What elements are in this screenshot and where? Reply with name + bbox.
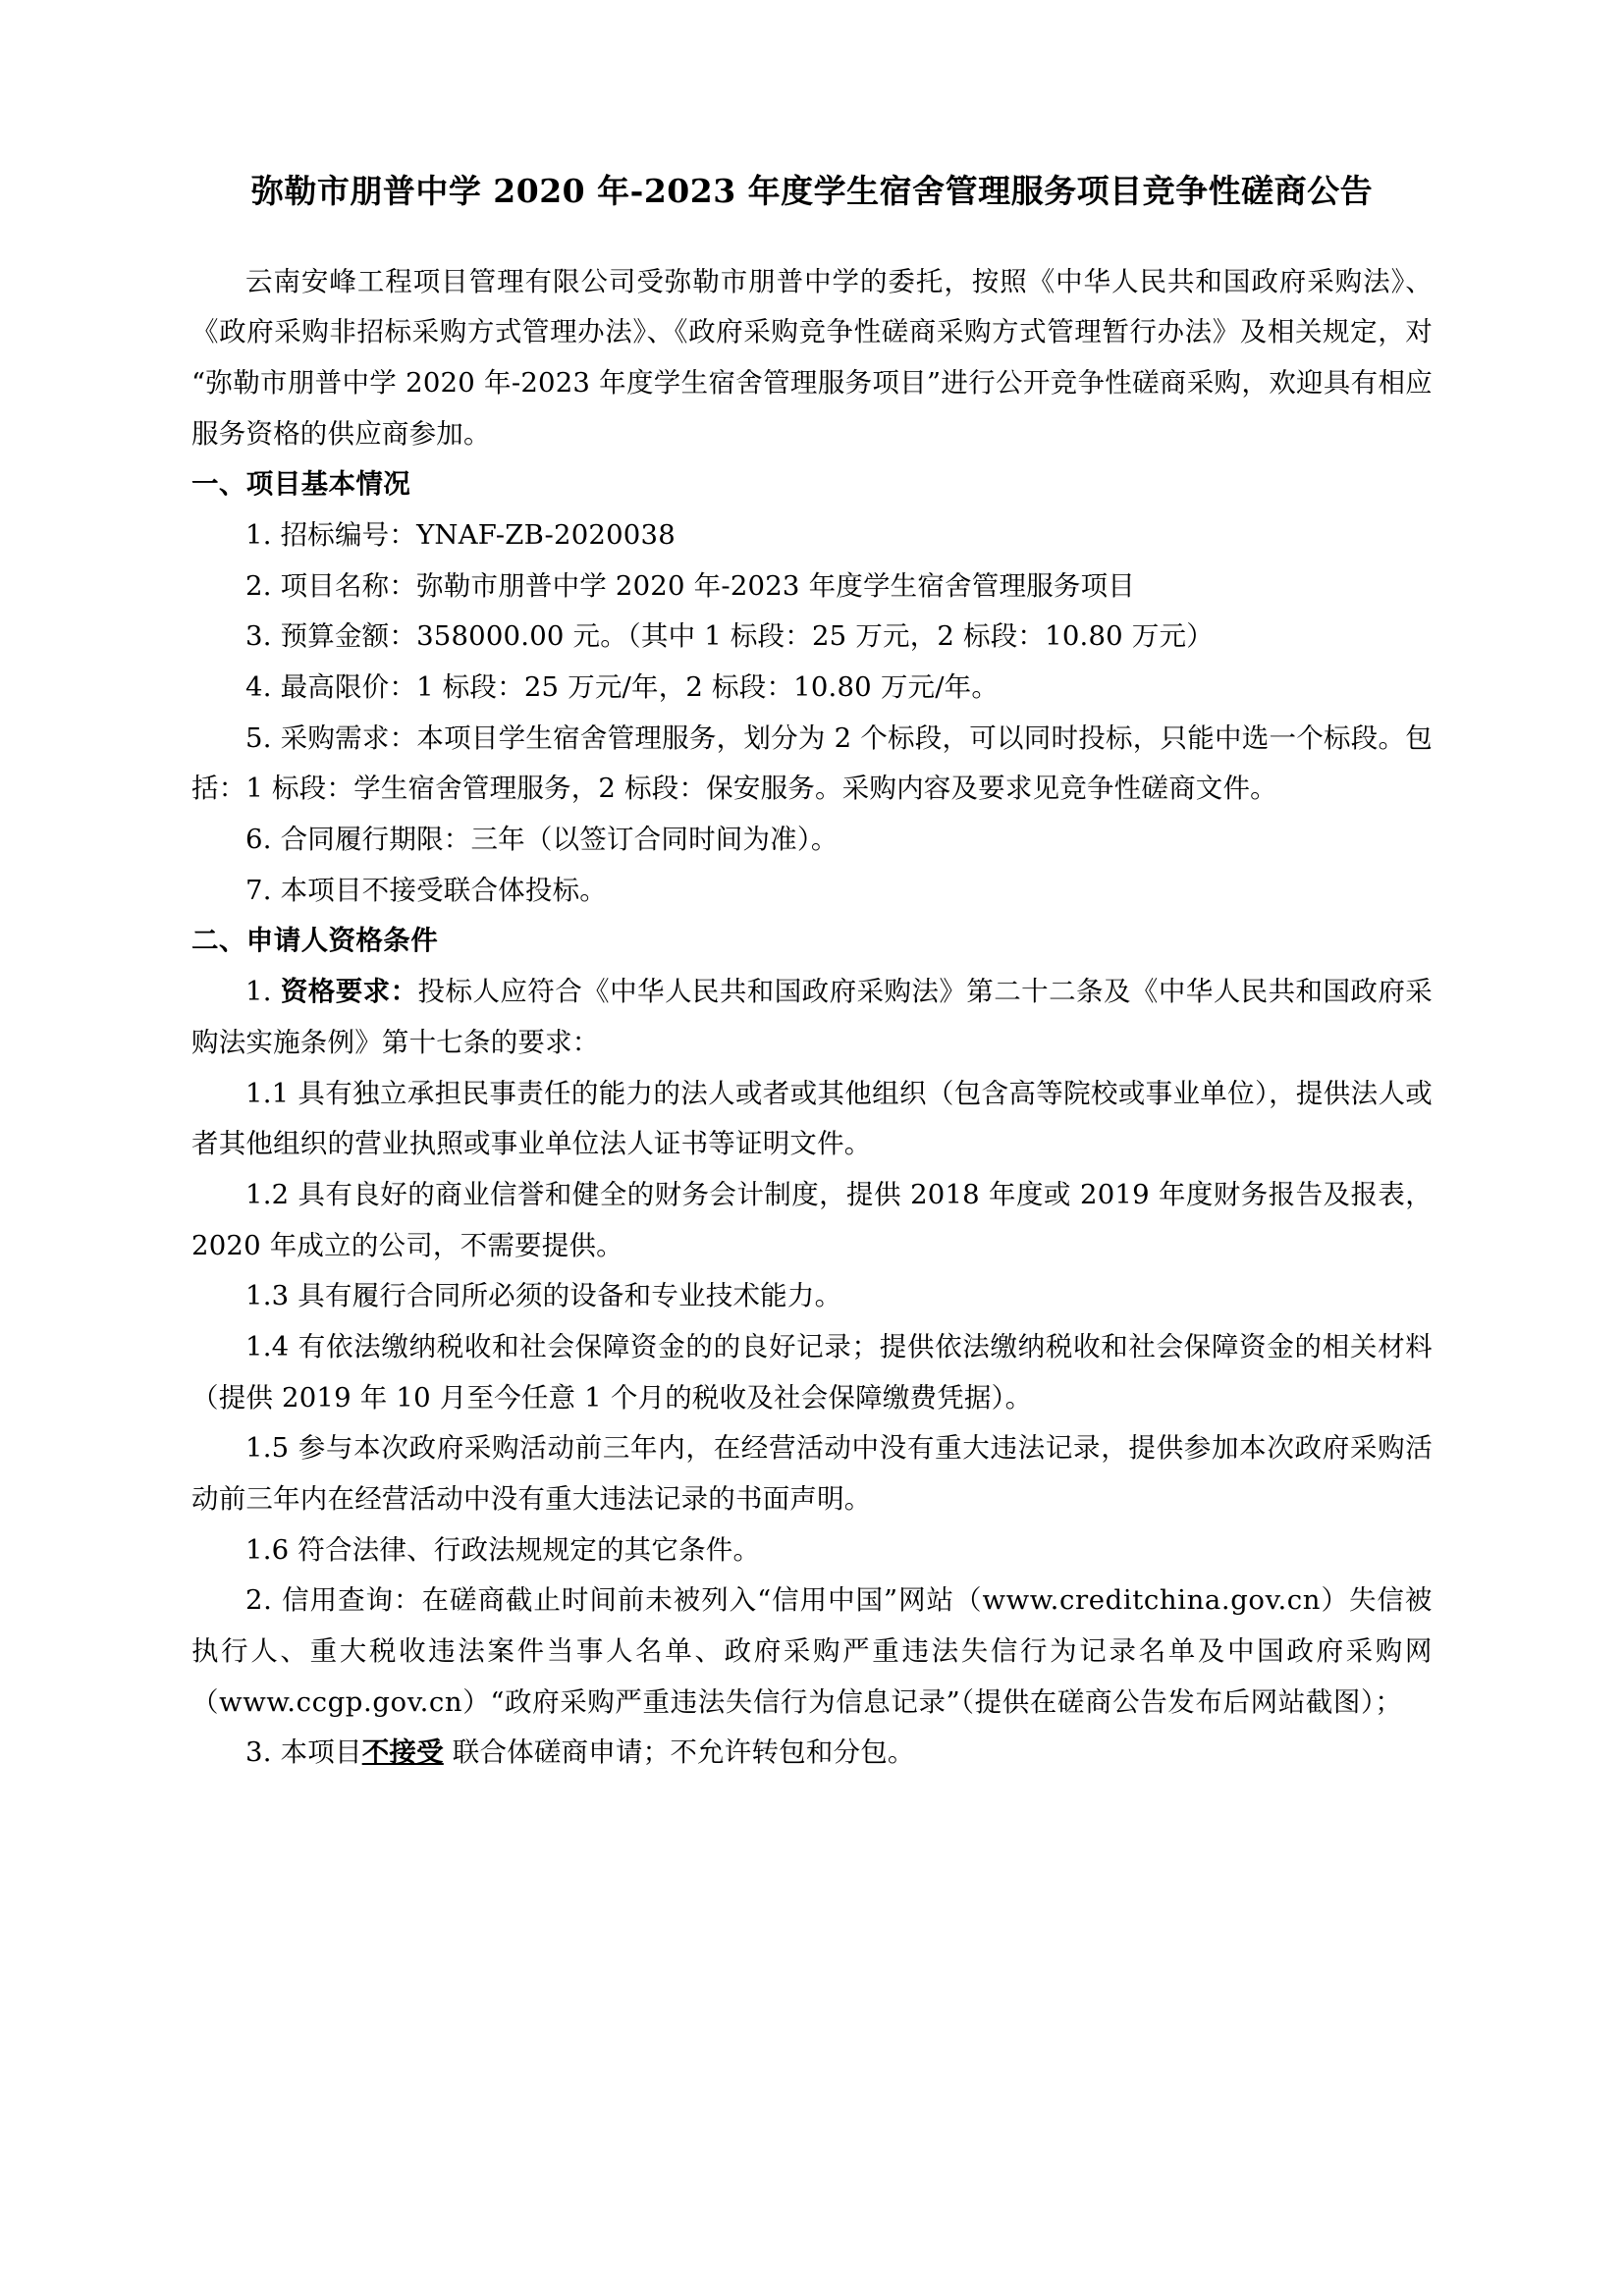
list-item: 6. 合同履行期限：三年（以签订合同时间为准）。 [245,824,839,856]
section-heading-1: 一、项目基本情况 [191,468,411,501]
list-item: 3. 预算金额：358000.00 元。（其中 1 标段：25 万元，2 标段：10.80 万元） [245,620,1214,653]
list-item: 5. 采购需求：本项目学生宿舍管理服务，划分为 2 个标段，可以同时投标，只能中选一个标段。包括：1 标段：学生宿舍管理服务，2 标段：保安服务。采购内容及要求见竞争性磋商文件。 [191,721,1433,805]
list-item: 1.4 有依法缴纳税收和社会保障资金的的良好记录；提供依法缴纳税收和社会保障资金的相关材料（提供 2019 年 10 月至今任意 1 个月的税收及社会保障缴费凭据）。 [191,1330,1433,1414]
list-item: 1. 招标编号：YNAF-ZB-2020038 [245,518,676,551]
list-item: 7. 本项目不接受联合体投标。 [245,874,607,906]
item-text-underlined: 不接受 [361,1736,444,1769]
item-emphasis: 资格要求： [280,976,418,1008]
list-item: 1.2 具有良好的商业信誉和健全的财务会计制度，提供 2018 年度或 2019 年度财务报告及报表，2020 年成立的公司，不需要提供。 [191,1178,1433,1261]
list-item-final [191,1728,1433,1779]
item-prefix: 1. [245,976,281,1008]
list-item: 2. 项目名称：弥勒市朋普中学 2020 年-2023 年度学生宿舍管理服务项目 [245,569,1135,602]
list-item [191,967,1433,1068]
item-text-after: 联合体磋商申请；不允许转包和分包。 [443,1736,915,1769]
list-item: 1.5 参与本次政府采购活动前三年内，在经营活动中没有重大违法记录，提供参加本次政府采购活动前三年内在经营活动中没有重大违法记录的书面声明。 [191,1432,1433,1515]
section-heading-2: 二、申请人资格条件 [191,925,439,957]
page-title: 弥勒市朋普中学 2020 年-2023 年度学生宿舍管理服务项目竞争性磋商公告 [250,172,1374,210]
list-item: 4. 最高限价：1 标段：25 万元/年，2 标段：10.80 万元/年。 [245,671,1000,703]
list-item: 1.3 具有履行合同所必须的设备和专业技术能力。 [245,1280,842,1312]
item-text: 投标人应符合《中华人民共和国政府采购法》第二十二条及《中华人民共和国政府采购法实施条例》第十七条的要求： [191,976,1433,1058]
item-text-before: 3. 本项目 [245,1736,362,1769]
intro-paragraph: 云南安峰工程项目管理有限公司受弥勒市朋普中学的委托，按照《中华人民共和国政府采购法》、《政府采购非招标采购方式管理办法》、《政府采购竞争性磋商采购方式管理暂行办法》及相关规定，对“弥勒市朋普中学 2020 年-2023 年度学生宿舍管理服务项目”进行公开竞争性磋商采购，欢迎具有相应服务资格的供应商参加。 [191,265,1433,450]
list-item: 1.1 具有独立承担民事责任的能力的法人或者或其他组织（包含高等院校或事业单位），提供法人或者其他组织的营业执照或事业单位法人证书等证明文件。 [191,1077,1433,1160]
list-item: 2. 信用查询：在磋商截止时间前未被列入“信用中国”网站（www.creditchina.gov.cn）失信被执行人、重大税收违法案件当事人名单、政府采购严重违法失信行为记录名单及中国政府采购网（www.ccgp.gov.cn）“政府采购严重违法失信行为信息记录”（提供在磋商公告发布后网站截图）； [191,1584,1433,1718]
list-item: 1.6 符合法律、行政法规规定的其它条件。 [245,1533,761,1566]
